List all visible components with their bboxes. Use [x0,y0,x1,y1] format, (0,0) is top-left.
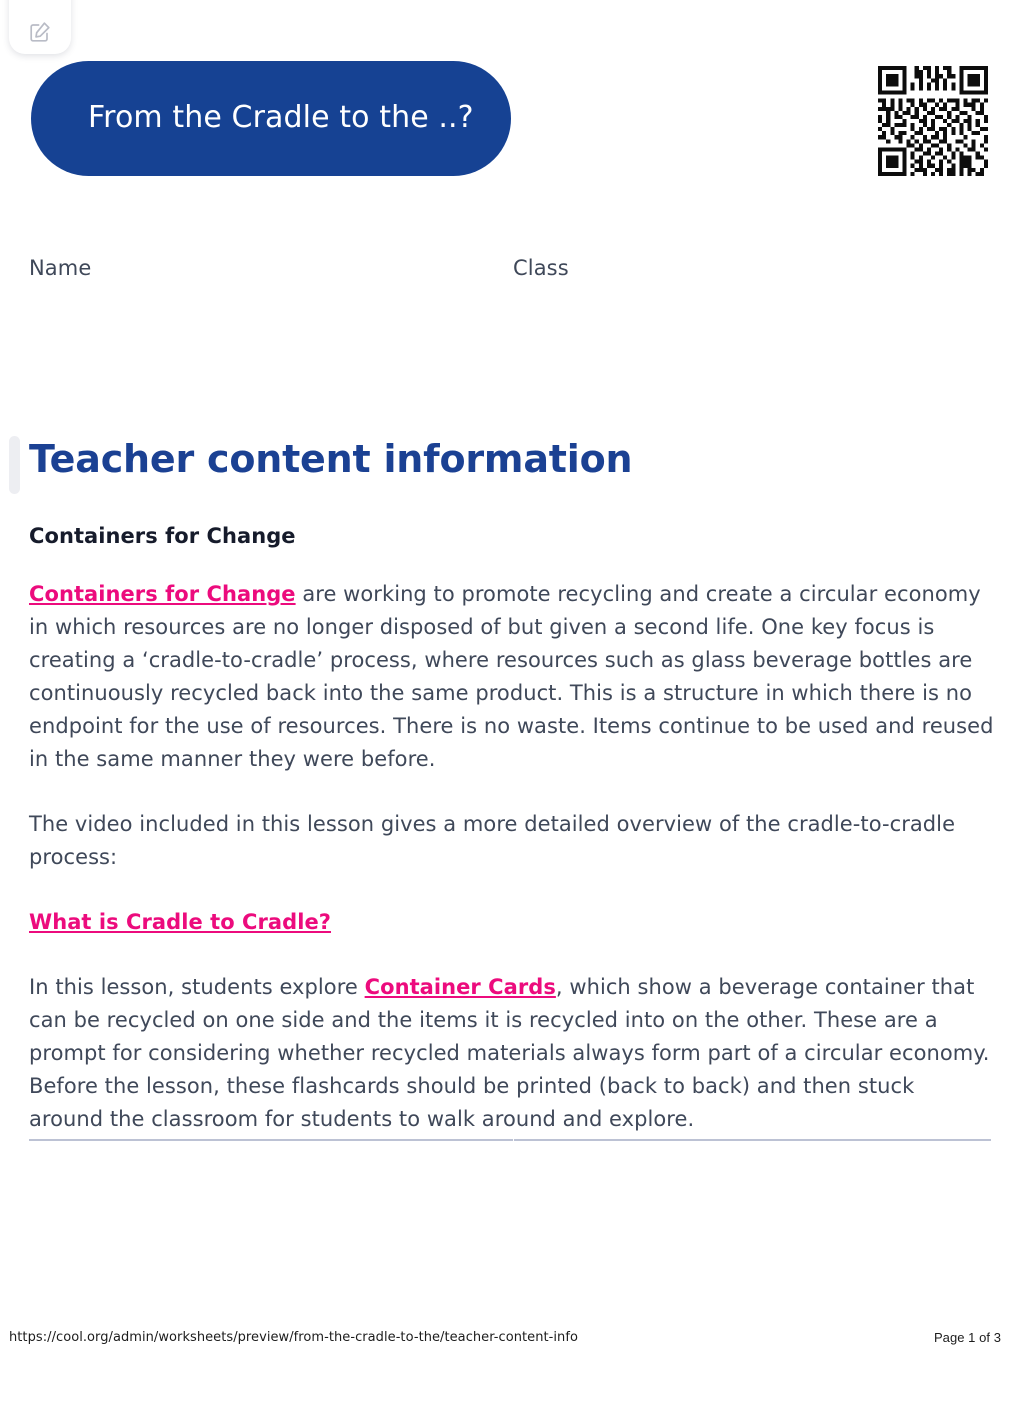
name-field-label: Name [29,256,92,280]
video-link-paragraph [29,906,994,939]
worksheet-title-pill [31,61,511,176]
edit-pencil-square-icon [28,20,52,44]
paragraph-one [29,578,994,776]
qr-code-icon [874,62,992,180]
footer-page-indicator: Page 1 of 3 [933,1330,1001,1345]
paragraph-three [29,971,994,1136]
content-subheading: Containers for Change [29,524,296,548]
what-is-cradle-to-cradle-link[interactable]: What is Cradle to Cradle? [29,910,331,934]
containers-for-change-link[interactable]: Containers for Change [29,582,296,606]
page-title: Teacher content information [29,437,633,481]
paragraph-one-text: are working to promote recycling and create a circular economy in which resources are no longer disposed of but given a second life. One key focus is creating a ‘cradle-to-cradle’ process, where resources such as glass beverage bottles are continuously recycled back into the same product. This is a structure in which there is no endpoint for the use of resources. There is no waste. Items continue to be used and reused in the same manner they were before. [29,582,994,771]
paragraph-three-after: , which show a beverage container that can be recycled on one side and the items it is recycled into on the other. These are a prompt for considering whether recycled materials always form part of a circular economy. Before the lesson, these flashcards should be printed (back to back) and then stuck around the classroom for students to walk around and explore. [29,975,990,1131]
class-field-rule [514,1139,991,1141]
edit-worksheet-button[interactable] [9,0,71,54]
worksheet-content [29,524,994,1136]
section-accent-bar [9,436,20,494]
class-field-label: Class [513,256,569,280]
name-field-rule [29,1139,513,1141]
paragraph-three-before: In this lesson, students explore [29,975,365,999]
worksheet-title: From the Cradle to the ..? [88,100,474,136]
paragraph-two: The video included in this lesson gives a more detailed overview of the cradle-to-cradle process: [29,812,956,869]
footer-url: https://cool.org/admin/worksheets/preview/from-the-cradle-to-the/teacher-content-info [9,1330,578,1345]
container-cards-link[interactable]: Container Cards [364,975,556,999]
